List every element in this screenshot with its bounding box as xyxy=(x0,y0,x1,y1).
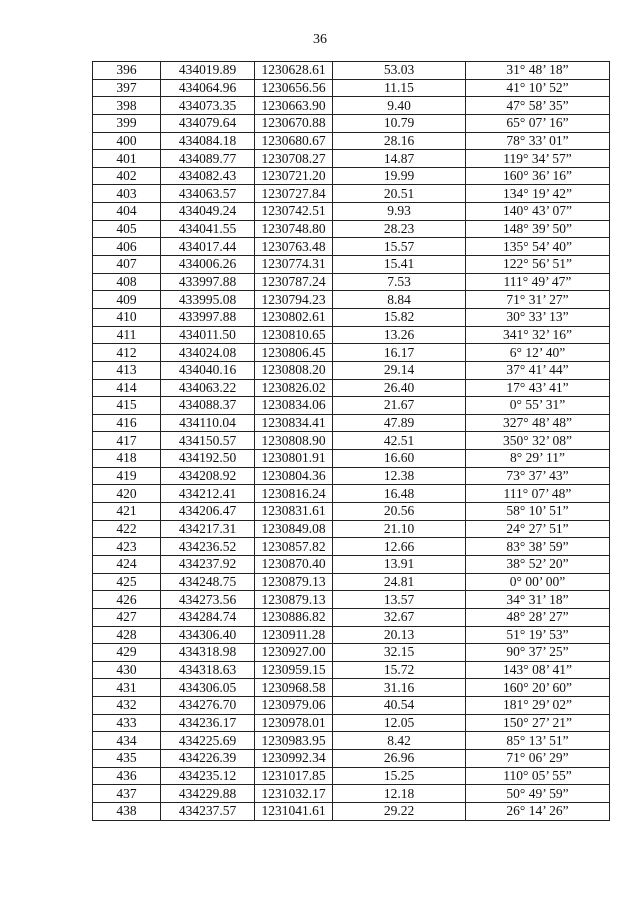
direction-angle-cell: 85° 13’ 51” xyxy=(466,732,610,750)
distance-cell: 53.03 xyxy=(333,62,466,80)
direction-angle-cell: 65° 07’ 16” xyxy=(466,114,610,132)
table-row xyxy=(93,220,610,238)
table-row xyxy=(93,150,610,168)
table-row xyxy=(93,644,610,662)
y-coordinate-cell: 1230879.13 xyxy=(255,591,333,609)
table-row xyxy=(93,626,610,644)
point-number-cell: 431 xyxy=(93,679,161,697)
distance-cell: 15.25 xyxy=(333,767,466,785)
table-row xyxy=(93,661,610,679)
x-coordinate-cell: 434084.18 xyxy=(161,132,255,150)
x-coordinate-cell: 434063.57 xyxy=(161,185,255,203)
y-coordinate-cell: 1230886.82 xyxy=(255,608,333,626)
direction-angle-cell: 143° 08’ 41” xyxy=(466,661,610,679)
y-coordinate-cell: 1230794.23 xyxy=(255,291,333,309)
y-coordinate-cell: 1230927.00 xyxy=(255,644,333,662)
y-coordinate-cell: 1230992.34 xyxy=(255,749,333,767)
direction-angle-cell: 17° 43’ 41” xyxy=(466,379,610,397)
x-coordinate-cell: 434237.92 xyxy=(161,555,255,573)
distance-cell: 20.51 xyxy=(333,185,466,203)
point-number-cell: 396 xyxy=(93,62,161,80)
coordinates-table xyxy=(92,61,610,821)
direction-angle-cell: 48° 28’ 27” xyxy=(466,608,610,626)
distance-cell: 12.38 xyxy=(333,467,466,485)
point-number-cell: 427 xyxy=(93,608,161,626)
y-coordinate-cell: 1230808.90 xyxy=(255,432,333,450)
y-coordinate-cell: 1230879.13 xyxy=(255,573,333,591)
distance-cell: 16.48 xyxy=(333,485,466,503)
x-coordinate-cell: 434226.39 xyxy=(161,749,255,767)
point-number-cell: 413 xyxy=(93,361,161,379)
point-number-cell: 420 xyxy=(93,485,161,503)
y-coordinate-cell: 1230721.20 xyxy=(255,167,333,185)
table-row xyxy=(93,344,610,362)
x-coordinate-cell: 434318.98 xyxy=(161,644,255,662)
direction-angle-cell: 26° 14’ 26” xyxy=(466,802,610,820)
direction-angle-cell: 83° 38’ 59” xyxy=(466,538,610,556)
y-coordinate-cell: 1230801.91 xyxy=(255,450,333,468)
direction-angle-cell: 111° 49’ 47” xyxy=(466,273,610,291)
y-coordinate-cell: 1230787.24 xyxy=(255,273,333,291)
x-coordinate-cell: 434229.88 xyxy=(161,785,255,803)
direction-angle-cell: 150° 27’ 21” xyxy=(466,714,610,732)
point-number-cell: 425 xyxy=(93,573,161,591)
x-coordinate-cell: 434110.04 xyxy=(161,414,255,432)
y-coordinate-cell: 1230826.02 xyxy=(255,379,333,397)
y-coordinate-cell: 1230849.08 xyxy=(255,520,333,538)
direction-angle-cell: 181° 29’ 02” xyxy=(466,697,610,715)
table-row xyxy=(93,450,610,468)
distance-cell: 28.23 xyxy=(333,220,466,238)
x-coordinate-cell: 434236.17 xyxy=(161,714,255,732)
y-coordinate-cell: 1230763.48 xyxy=(255,238,333,256)
direction-angle-cell: 119° 34’ 57” xyxy=(466,150,610,168)
y-coordinate-cell: 1230670.88 xyxy=(255,114,333,132)
distance-cell: 21.67 xyxy=(333,397,466,415)
point-number-cell: 432 xyxy=(93,697,161,715)
table-row xyxy=(93,62,610,80)
y-coordinate-cell: 1230911.28 xyxy=(255,626,333,644)
table-row xyxy=(93,397,610,415)
point-number-cell: 414 xyxy=(93,379,161,397)
table-row xyxy=(93,732,610,750)
distance-cell: 32.67 xyxy=(333,608,466,626)
table-row xyxy=(93,591,610,609)
distance-cell: 31.16 xyxy=(333,679,466,697)
table-row xyxy=(93,767,610,785)
point-number-cell: 419 xyxy=(93,467,161,485)
y-coordinate-cell: 1230834.06 xyxy=(255,397,333,415)
direction-angle-cell: 31° 48’ 18” xyxy=(466,62,610,80)
table-row xyxy=(93,308,610,326)
direction-angle-cell: 0° 55’ 31” xyxy=(466,397,610,415)
x-coordinate-cell: 433997.88 xyxy=(161,273,255,291)
table-row xyxy=(93,679,610,697)
y-coordinate-cell: 1230978.01 xyxy=(255,714,333,732)
point-number-cell: 426 xyxy=(93,591,161,609)
x-coordinate-cell: 434073.35 xyxy=(161,97,255,115)
y-coordinate-cell: 1230959.15 xyxy=(255,661,333,679)
y-coordinate-cell: 1230831.61 xyxy=(255,503,333,521)
y-coordinate-cell: 1230983.95 xyxy=(255,732,333,750)
point-number-cell: 422 xyxy=(93,520,161,538)
x-coordinate-cell: 434024.08 xyxy=(161,344,255,362)
table-row xyxy=(93,697,610,715)
y-coordinate-cell: 1230857.82 xyxy=(255,538,333,556)
point-number-cell: 433 xyxy=(93,714,161,732)
direction-angle-cell: 8° 29’ 11” xyxy=(466,450,610,468)
distance-cell: 24.81 xyxy=(333,573,466,591)
distance-cell: 16.17 xyxy=(333,344,466,362)
y-coordinate-cell: 1230680.67 xyxy=(255,132,333,150)
y-coordinate-cell: 1230708.27 xyxy=(255,150,333,168)
direction-angle-cell: 0° 00’ 00” xyxy=(466,573,610,591)
x-coordinate-cell: 434208.92 xyxy=(161,467,255,485)
direction-angle-cell: 140° 43’ 07” xyxy=(466,203,610,221)
table-row xyxy=(93,414,610,432)
point-number-cell: 418 xyxy=(93,450,161,468)
x-coordinate-cell: 434235.12 xyxy=(161,767,255,785)
x-coordinate-cell: 434082.43 xyxy=(161,167,255,185)
x-coordinate-cell: 434192.50 xyxy=(161,450,255,468)
direction-angle-cell: 134° 19’ 42” xyxy=(466,185,610,203)
table-row xyxy=(93,503,610,521)
y-coordinate-cell: 1231041.61 xyxy=(255,802,333,820)
y-coordinate-cell: 1231017.85 xyxy=(255,767,333,785)
direction-angle-cell: 47° 58’ 35” xyxy=(466,97,610,115)
x-coordinate-cell: 434019.89 xyxy=(161,62,255,80)
y-coordinate-cell: 1230968.58 xyxy=(255,679,333,697)
table-row xyxy=(93,256,610,274)
direction-angle-cell: 160° 20’ 60” xyxy=(466,679,610,697)
distance-cell: 15.82 xyxy=(333,308,466,326)
table-row xyxy=(93,467,610,485)
table-row xyxy=(93,538,610,556)
distance-cell: 10.79 xyxy=(333,114,466,132)
distance-cell: 42.51 xyxy=(333,432,466,450)
direction-angle-cell: 135° 54’ 40” xyxy=(466,238,610,256)
point-number-cell: 409 xyxy=(93,291,161,309)
direction-angle-cell: 37° 41’ 44” xyxy=(466,361,610,379)
table-row xyxy=(93,326,610,344)
y-coordinate-cell: 1230806.45 xyxy=(255,344,333,362)
table-row xyxy=(93,238,610,256)
table-row xyxy=(93,273,610,291)
x-coordinate-cell: 434063.22 xyxy=(161,379,255,397)
x-coordinate-cell: 434225.69 xyxy=(161,732,255,750)
distance-cell: 26.40 xyxy=(333,379,466,397)
x-coordinate-cell: 434206.47 xyxy=(161,503,255,521)
distance-cell: 11.15 xyxy=(333,79,466,97)
direction-angle-cell: 73° 37’ 43” xyxy=(466,467,610,485)
direction-angle-cell: 111° 07’ 48” xyxy=(466,485,610,503)
table-row xyxy=(93,520,610,538)
x-coordinate-cell: 434011.50 xyxy=(161,326,255,344)
y-coordinate-cell: 1231032.17 xyxy=(255,785,333,803)
direction-angle-cell: 122° 56’ 51” xyxy=(466,256,610,274)
distance-cell: 8.84 xyxy=(333,291,466,309)
point-number-cell: 410 xyxy=(93,308,161,326)
x-coordinate-cell: 434079.64 xyxy=(161,114,255,132)
table-row xyxy=(93,785,610,803)
direction-angle-cell: 78° 33’ 01” xyxy=(466,132,610,150)
x-coordinate-cell: 434041.55 xyxy=(161,220,255,238)
point-number-cell: 423 xyxy=(93,538,161,556)
x-coordinate-cell: 434212.41 xyxy=(161,485,255,503)
y-coordinate-cell: 1230870.40 xyxy=(255,555,333,573)
distance-cell: 12.05 xyxy=(333,714,466,732)
distance-cell: 40.54 xyxy=(333,697,466,715)
point-number-cell: 398 xyxy=(93,97,161,115)
table-row xyxy=(93,749,610,767)
x-coordinate-cell: 434236.52 xyxy=(161,538,255,556)
direction-angle-cell: 38° 52’ 20” xyxy=(466,555,610,573)
x-coordinate-cell: 434306.05 xyxy=(161,679,255,697)
y-coordinate-cell: 1230834.41 xyxy=(255,414,333,432)
direction-angle-cell: 71° 31’ 27” xyxy=(466,291,610,309)
table-row xyxy=(93,485,610,503)
point-number-cell: 434 xyxy=(93,732,161,750)
direction-angle-cell: 34° 31’ 18” xyxy=(466,591,610,609)
distance-cell: 15.41 xyxy=(333,256,466,274)
x-coordinate-cell: 434284.74 xyxy=(161,608,255,626)
y-coordinate-cell: 1230816.24 xyxy=(255,485,333,503)
table-row xyxy=(93,555,610,573)
table-row xyxy=(93,291,610,309)
y-coordinate-cell: 1230656.56 xyxy=(255,79,333,97)
point-number-cell: 437 xyxy=(93,785,161,803)
x-coordinate-cell: 434318.63 xyxy=(161,661,255,679)
point-number-cell: 408 xyxy=(93,273,161,291)
distance-cell: 9.93 xyxy=(333,203,466,221)
y-coordinate-cell: 1230663.90 xyxy=(255,97,333,115)
table-row xyxy=(93,79,610,97)
distance-cell: 26.96 xyxy=(333,749,466,767)
x-coordinate-cell: 434150.57 xyxy=(161,432,255,450)
direction-angle-cell: 90° 37’ 25” xyxy=(466,644,610,662)
table-row xyxy=(93,573,610,591)
table-row xyxy=(93,97,610,115)
y-coordinate-cell: 1230727.84 xyxy=(255,185,333,203)
point-number-cell: 428 xyxy=(93,626,161,644)
distance-cell: 15.57 xyxy=(333,238,466,256)
distance-cell: 21.10 xyxy=(333,520,466,538)
direction-angle-cell: 327° 48’ 48” xyxy=(466,414,610,432)
point-number-cell: 424 xyxy=(93,555,161,573)
x-coordinate-cell: 434089.77 xyxy=(161,150,255,168)
distance-cell: 13.26 xyxy=(333,326,466,344)
direction-angle-cell: 41° 10’ 52” xyxy=(466,79,610,97)
distance-cell: 47.89 xyxy=(333,414,466,432)
y-coordinate-cell: 1230979.06 xyxy=(255,697,333,715)
x-coordinate-cell: 434006.26 xyxy=(161,256,255,274)
direction-angle-cell: 24° 27’ 51” xyxy=(466,520,610,538)
page-number: 36 xyxy=(313,32,327,47)
point-number-cell: 407 xyxy=(93,256,161,274)
table-row xyxy=(93,432,610,450)
point-number-cell: 415 xyxy=(93,397,161,415)
point-number-cell: 417 xyxy=(93,432,161,450)
distance-cell: 12.18 xyxy=(333,785,466,803)
distance-cell: 20.13 xyxy=(333,626,466,644)
table-row xyxy=(93,203,610,221)
distance-cell: 14.87 xyxy=(333,150,466,168)
table-row xyxy=(93,361,610,379)
x-coordinate-cell: 434049.24 xyxy=(161,203,255,221)
table-row xyxy=(93,132,610,150)
x-coordinate-cell: 434017.44 xyxy=(161,238,255,256)
x-coordinate-cell: 434217.31 xyxy=(161,520,255,538)
direction-angle-cell: 51° 19’ 53” xyxy=(466,626,610,644)
distance-cell: 20.56 xyxy=(333,503,466,521)
direction-angle-cell: 341° 32’ 16” xyxy=(466,326,610,344)
distance-cell: 13.91 xyxy=(333,555,466,573)
distance-cell: 9.40 xyxy=(333,97,466,115)
x-coordinate-cell: 434306.40 xyxy=(161,626,255,644)
direction-angle-cell: 160° 36’ 16” xyxy=(466,167,610,185)
x-coordinate-cell: 434064.96 xyxy=(161,79,255,97)
distance-cell: 15.72 xyxy=(333,661,466,679)
distance-cell: 32.15 xyxy=(333,644,466,662)
x-coordinate-cell: 433995.08 xyxy=(161,291,255,309)
direction-angle-cell: 71° 06’ 29” xyxy=(466,749,610,767)
direction-angle-cell: 110° 05’ 55” xyxy=(466,767,610,785)
point-number-cell: 401 xyxy=(93,150,161,168)
x-coordinate-cell: 434273.56 xyxy=(161,591,255,609)
y-coordinate-cell: 1230804.36 xyxy=(255,467,333,485)
x-coordinate-cell: 433997.88 xyxy=(161,308,255,326)
distance-cell: 13.57 xyxy=(333,591,466,609)
point-number-cell: 397 xyxy=(93,79,161,97)
point-number-cell: 411 xyxy=(93,326,161,344)
distance-cell: 28.16 xyxy=(333,132,466,150)
point-number-cell: 436 xyxy=(93,767,161,785)
y-coordinate-cell: 1230774.31 xyxy=(255,256,333,274)
coordinates-table-body xyxy=(93,62,610,821)
y-coordinate-cell: 1230748.80 xyxy=(255,220,333,238)
y-coordinate-cell: 1230742.51 xyxy=(255,203,333,221)
point-number-cell: 404 xyxy=(93,203,161,221)
y-coordinate-cell: 1230628.61 xyxy=(255,62,333,80)
table-row xyxy=(93,714,610,732)
table-row xyxy=(93,802,610,820)
table-row xyxy=(93,185,610,203)
table-row xyxy=(93,167,610,185)
point-number-cell: 421 xyxy=(93,503,161,521)
x-coordinate-cell: 434040.16 xyxy=(161,361,255,379)
point-number-cell: 429 xyxy=(93,644,161,662)
x-coordinate-cell: 434237.57 xyxy=(161,802,255,820)
table-row xyxy=(93,608,610,626)
point-number-cell: 412 xyxy=(93,344,161,362)
distance-cell: 12.66 xyxy=(333,538,466,556)
point-number-cell: 416 xyxy=(93,414,161,432)
y-coordinate-cell: 1230802.61 xyxy=(255,308,333,326)
point-number-cell: 406 xyxy=(93,238,161,256)
direction-angle-cell: 6° 12’ 40” xyxy=(466,344,610,362)
point-number-cell: 400 xyxy=(93,132,161,150)
point-number-cell: 399 xyxy=(93,114,161,132)
y-coordinate-cell: 1230810.65 xyxy=(255,326,333,344)
direction-angle-cell: 350° 32’ 08” xyxy=(466,432,610,450)
y-coordinate-cell: 1230808.20 xyxy=(255,361,333,379)
table-row xyxy=(93,379,610,397)
point-number-cell: 403 xyxy=(93,185,161,203)
point-number-cell: 430 xyxy=(93,661,161,679)
x-coordinate-cell: 434088.37 xyxy=(161,397,255,415)
direction-angle-cell: 50° 49’ 59” xyxy=(466,785,610,803)
point-number-cell: 435 xyxy=(93,749,161,767)
distance-cell: 7.53 xyxy=(333,273,466,291)
point-number-cell: 402 xyxy=(93,167,161,185)
point-number-cell: 405 xyxy=(93,220,161,238)
distance-cell: 19.99 xyxy=(333,167,466,185)
direction-angle-cell: 148° 39’ 50” xyxy=(466,220,610,238)
distance-cell: 29.22 xyxy=(333,802,466,820)
distance-cell: 16.60 xyxy=(333,450,466,468)
x-coordinate-cell: 434248.75 xyxy=(161,573,255,591)
direction-angle-cell: 58° 10’ 51” xyxy=(466,503,610,521)
table-row xyxy=(93,114,610,132)
point-number-cell: 438 xyxy=(93,802,161,820)
distance-cell: 29.14 xyxy=(333,361,466,379)
distance-cell: 8.42 xyxy=(333,732,466,750)
x-coordinate-cell: 434276.70 xyxy=(161,697,255,715)
direction-angle-cell: 30° 33’ 13” xyxy=(466,308,610,326)
